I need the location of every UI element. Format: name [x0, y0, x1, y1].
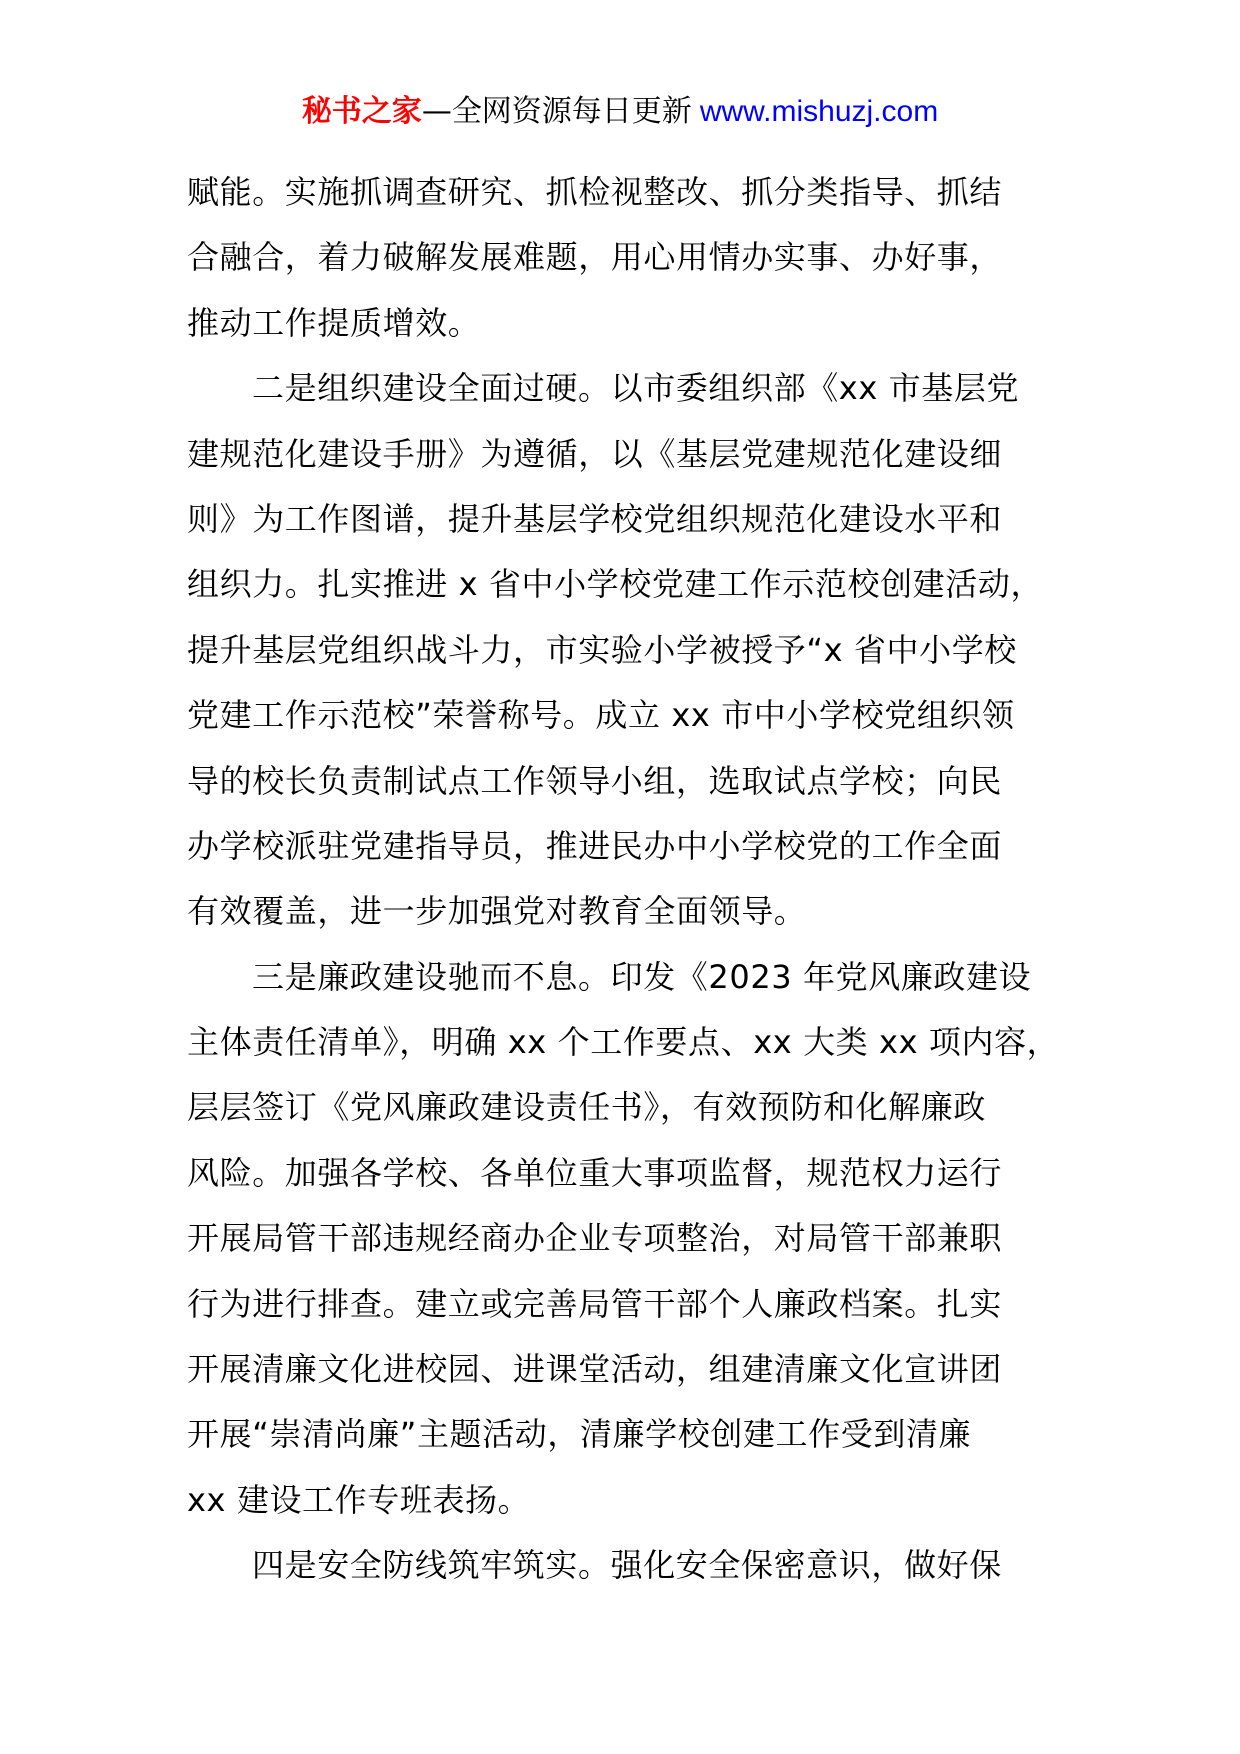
text-line: 则》为工作图谱，提升基层学校党组织规范化建设水平和: [187, 499, 1003, 538]
text-line: 开展局管干部违规经商办企业专项整治，对局管干部兼职: [187, 1219, 1003, 1258]
text-line: 层层签订《党风廉政建设责任书》，有效预防和化解廉政: [187, 1088, 987, 1127]
text-line: 办学校派驻党建指导员，推进民办中小学校党的工作全面: [187, 826, 1003, 865]
site-header: [0, 90, 1240, 134]
text-line: 开展清廉文化进校园、进课堂活动，组建清廉文化宣讲团: [187, 1350, 1003, 1389]
text-line: 开展“崇清尚廉”主题活动，清廉学校创建工作受到清廉: [187, 1415, 972, 1454]
text-line: 推动工作提质增效。: [187, 303, 481, 342]
paragraph-start-line: 二是组织建设全面过硬。以市委组织部《xx 市基层党: [252, 369, 1020, 408]
text-line: xx 建设工作专班表扬。: [187, 1480, 531, 1519]
text-line: 赋能。实施抓调查研究、抓检视整改、抓分类指导、抓结: [187, 173, 1003, 211]
site-slogan: —全网资源每日更新: [421, 94, 692, 129]
site-url-link[interactable]: www.mishuzj.com: [699, 95, 939, 128]
text-line: 行为进行排查。建立或完善局管干部个人廉政档案。扎实: [187, 1284, 1003, 1323]
text-line: 党建工作示范校”荣誉称号。成立 xx 市中小学校党组织领: [187, 696, 1015, 735]
text-line: 建规范化建设手册》为遵循，以《基层党建规范化建设细: [187, 434, 1003, 473]
text-line: 主体责任清单》，明确 xx 个工作要点、xx 大类 xx 项内容，: [187, 1023, 1060, 1062]
document-body: [187, 160, 1067, 1599]
text-line: 有效覆盖，进一步加强党对教育全面领导。: [187, 892, 807, 931]
text-line: 组织力。扎实推进 x 省中小学校党建工作示范校创建活动，: [187, 565, 1044, 604]
text-line: 导的校长负责制试点工作领导小组，选取试点学校；向民: [187, 761, 1003, 800]
text-line: 提升基层党组织战斗力，市实验小学被授予“x 省中小学校: [187, 630, 1017, 669]
text-line: 合融合，着力破解发展难题，用心用情办实事、办好事，: [187, 238, 1003, 277]
paragraph-start-line: 四是安全防线筑牢筑实。强化安全保密意识，做好保: [252, 1546, 1002, 1585]
paragraph-start-line: 三是廉政建设驰而不息。印发《2023 年党风廉政建设: [252, 957, 1032, 996]
site-brand: 秘书之家: [301, 94, 422, 129]
text-line: 风险。加强各学校、各单位重大事项监督，规范权力运行: [187, 1153, 1003, 1192]
